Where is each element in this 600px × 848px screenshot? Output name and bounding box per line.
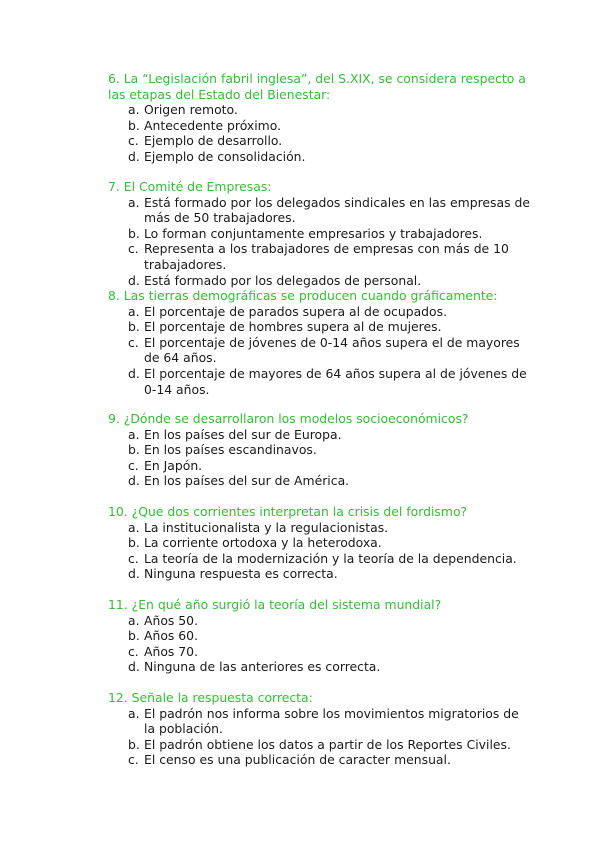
- option-text: Antecedente próximo.: [144, 117, 282, 133]
- question-10: [108, 504, 532, 582]
- option-text: Ejemplo de consolidación.: [144, 148, 306, 164]
- option-text: El porcentaje de parados supera al de ocupados.: [144, 303, 448, 319]
- option-c: [108, 644, 532, 660]
- option-d: [108, 273, 532, 289]
- option-letter: c.: [128, 133, 139, 149]
- question-title: 9. ¿Dónde se desarrollaron los modelos socioeconómicos?: [108, 411, 469, 426]
- option-d: [108, 566, 532, 582]
- option-a: [108, 520, 532, 536]
- option-letter: c.: [128, 752, 139, 768]
- option-letter: a.: [128, 102, 140, 118]
- option-letter: d.: [128, 272, 140, 288]
- option-c: [108, 335, 532, 366]
- option-letter: a.: [128, 303, 140, 319]
- option-b: [108, 319, 532, 335]
- option-letter: a.: [128, 194, 140, 210]
- option-a: [108, 427, 532, 443]
- question-title: 7. El Comité de Empresas:: [108, 179, 272, 194]
- option-a: [108, 706, 532, 737]
- option-list: [108, 706, 532, 768]
- question-title: 8. Las tierras demográficas se producen cuando gráficamente:: [108, 288, 498, 303]
- option-text: En los países escandinavos.: [144, 442, 317, 458]
- option-text: En los países del sur de América.: [144, 473, 350, 489]
- option-list: [108, 195, 532, 289]
- option-list: [108, 613, 532, 675]
- option-text: El censo es una publicación de caracter mensual.: [144, 752, 451, 768]
- option-d: [108, 659, 532, 675]
- option-text: El porcentaje de hombres supera al de mujeres.: [144, 319, 442, 335]
- option-d: [108, 473, 532, 489]
- option-text: Años 70.: [144, 643, 199, 659]
- option-b: [108, 535, 532, 551]
- option-b: [108, 628, 532, 644]
- option-text: Ejemplo de desarrollo.: [144, 133, 283, 149]
- option-d: [108, 366, 532, 397]
- question-12: [108, 690, 532, 768]
- option-letter: c.: [128, 241, 139, 257]
- option-text: Origen remoto.: [144, 102, 238, 118]
- option-list: [108, 427, 532, 489]
- option-a: [108, 304, 532, 320]
- question-title: 11. ¿En qué año surgió la teoría del sistema mundial?: [108, 597, 442, 612]
- option-text: El porcentaje de mayores de 64 años supera al de jóvenes de 0-14 años.: [144, 365, 527, 397]
- option-b: [108, 226, 532, 242]
- option-letter: b.: [128, 442, 140, 458]
- question-11: [108, 597, 532, 675]
- question-title: 6. La “Legislación fabril inglesa”, del S.XIX, se considera respecto a las etapas del Estado del Bienestar:: [108, 71, 526, 102]
- option-letter: a.: [128, 426, 140, 442]
- option-text: Lo forman conjuntamente empresarios y trabajadores.: [144, 225, 483, 241]
- option-letter: d.: [128, 566, 140, 582]
- option-letter: a.: [128, 519, 140, 535]
- option-text: Ninguna respuesta es correcta.: [144, 566, 338, 582]
- option-letter: b.: [128, 628, 140, 644]
- option-a: [108, 195, 532, 226]
- option-a: [108, 102, 532, 118]
- question-title: 10. ¿Que dos corrientes interpretan la crisis del fordismo?: [108, 504, 468, 519]
- option-text: El porcentaje de jóvenes de 0-14 años supera el de mayores de 64 años.: [144, 334, 520, 366]
- option-text: El padrón nos informa sobre los movimientos migratorios de la población.: [144, 705, 519, 737]
- option-text: Años 50.: [144, 612, 199, 628]
- option-letter: b.: [128, 117, 140, 133]
- option-text: En los países del sur de Europa.: [144, 426, 342, 442]
- option-b: [108, 737, 532, 753]
- option-c: [108, 458, 532, 474]
- option-list: [108, 102, 532, 164]
- option-text: Está formado por los delegados sindicales en las empresas de más de 50 trabajadores.: [144, 194, 530, 226]
- question-7: [108, 179, 532, 288]
- option-text: La corriente ortodoxa y la heterodoxa.: [144, 535, 382, 551]
- option-c: [108, 551, 532, 567]
- option-b: [108, 442, 532, 458]
- option-a: [108, 613, 532, 629]
- option-letter: b.: [128, 319, 140, 335]
- option-text: La teoría de la modernización y la teoría de la dependencia.: [144, 550, 517, 566]
- option-c: [108, 133, 532, 149]
- option-letter: b.: [128, 225, 140, 241]
- question-6: [108, 71, 532, 165]
- option-text: Está formado por los delegados de personal.: [144, 272, 422, 288]
- option-c: [108, 752, 532, 768]
- option-letter: b.: [128, 736, 140, 752]
- option-letter: c.: [128, 643, 139, 659]
- question-title: 12. Señale la respuesta correcta:: [108, 690, 313, 705]
- option-text: La institucionalista y la regulacionistas.: [144, 519, 389, 535]
- option-list: [108, 520, 532, 582]
- option-letter: c.: [128, 334, 139, 350]
- option-list: [108, 304, 532, 398]
- option-letter: a.: [128, 612, 140, 628]
- option-letter: a.: [128, 705, 140, 721]
- option-text: Años 60.: [144, 628, 199, 644]
- option-letter: b.: [128, 535, 140, 551]
- option-letter: d.: [128, 473, 140, 489]
- option-d: [108, 149, 532, 165]
- option-letter: d.: [128, 659, 140, 675]
- option-letter: d.: [128, 148, 140, 164]
- option-c: [108, 241, 532, 272]
- option-text: En Japón.: [144, 457, 203, 473]
- option-text: Ninguna de las anteriores es correcta.: [144, 659, 381, 675]
- option-text: Representa a los trabajadores de empresas con más de 10 trabajadores.: [144, 241, 509, 272]
- option-letter: c.: [128, 457, 139, 473]
- option-b: [108, 118, 532, 134]
- question-9: [108, 411, 532, 489]
- option-text: El padrón obtiene los datos a partir de los Reportes Civiles.: [144, 736, 511, 752]
- option-letter: c.: [128, 550, 139, 566]
- option-letter: d.: [128, 365, 140, 381]
- question-8: [108, 288, 532, 397]
